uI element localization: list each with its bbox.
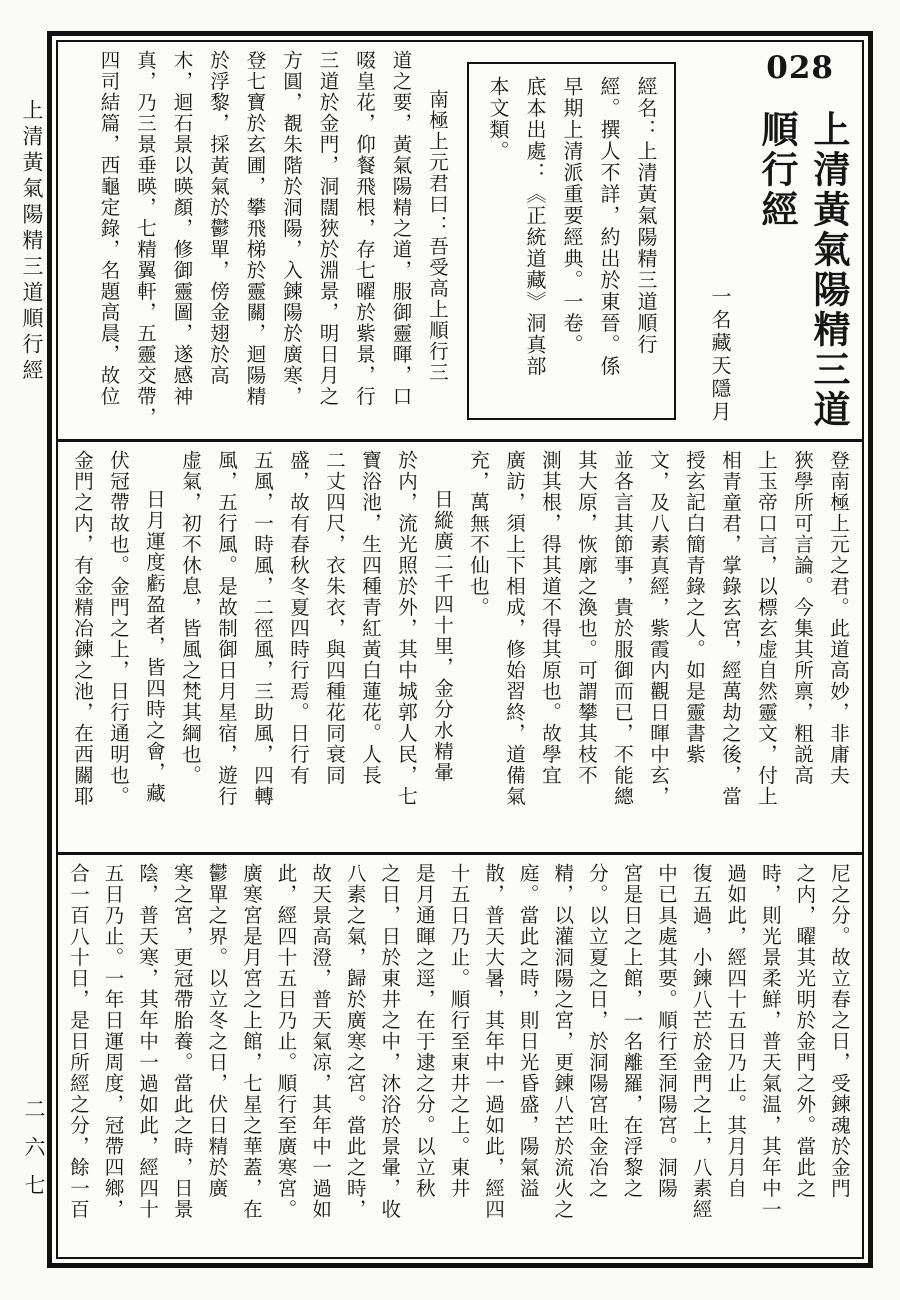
text-column: 五風，一時風，二徑風，三助風，四轉 bbox=[251, 450, 274, 807]
text-column: 南極上元君曰：吾受高上順行三 bbox=[426, 89, 449, 383]
text-column: 五日乃止。一年日運周度，冠帶四鄉， bbox=[101, 863, 125, 1220]
folio-number: 二六七 bbox=[22, 1098, 46, 1212]
text-column: 虚氣，初不休息，皆風之梵其綱也。 bbox=[179, 450, 202, 786]
text-column: 經。撰人不詳，約出於東晉。係 bbox=[597, 76, 621, 377]
text-column: 合一百八十日，是日所經之分，餘一百 bbox=[66, 863, 90, 1220]
page-inner-frame bbox=[56, 40, 864, 1259]
text-column: 狹學所可言論。今集其所禀，粗説高 bbox=[791, 450, 814, 786]
scripture-title-line2: 順行經 bbox=[755, 110, 799, 230]
page-frame bbox=[47, 31, 873, 1268]
scripture-title-line1: 上清黃氣陽精三道 bbox=[807, 110, 851, 430]
text-column: 本文類。 bbox=[486, 76, 510, 162]
text-column: 方圓，覩朱階於洞陽，入鍊陽於廣寒， bbox=[280, 50, 303, 407]
text-column: 精，以灌洞陽之宮，更鍊八芒於流火之 bbox=[551, 863, 575, 1220]
text-column: 廣寒宮是月宮之上館，七星之華蓋，在 bbox=[239, 863, 263, 1220]
text-column: 伏冠帶故也。金門之上，日行通明也。 bbox=[107, 450, 130, 807]
text-column: 寶浴池，生四種青紅黃白蓮花。人長 bbox=[359, 450, 382, 786]
text-column: 宮是日之上館，一名離羅，在浮黎之 bbox=[620, 863, 644, 1199]
text-column: 金門之内，有金精冶鍊之池，在西關耶 bbox=[71, 450, 94, 807]
text-column: 於内，流光照於外，其中城郭人民，七 bbox=[395, 450, 418, 807]
middle-text-band bbox=[58, 442, 862, 855]
text-column: 真，乃三景垂暎，七精翼軒，五靈交帶， bbox=[134, 50, 157, 428]
text-column: 道之要，黃氣陽精之道，服御靈暉，口 bbox=[389, 50, 413, 407]
text-column: 之内，曜其光明於金門之外。當此之 bbox=[793, 863, 817, 1199]
text-column: 十五日乃止。順行至東井之上。東井 bbox=[447, 863, 471, 1199]
text-column: 尼之分。故立春之日，受鍊魂於金門 bbox=[828, 863, 851, 1199]
text-column: 散，普天大暑，其年中一過如此，經四 bbox=[482, 863, 506, 1220]
text-column: 三道於金門，洞闊狹於淵景，明日月之 bbox=[316, 50, 340, 407]
text-column: 鬱單之界。以立冬之日，伏日精於廣 bbox=[205, 863, 229, 1199]
text-column: 二丈四尺，衣朱衣，與四種花同衰同 bbox=[323, 450, 346, 786]
text-column: 經名：上清黃氣陽精三道順行 bbox=[634, 76, 658, 356]
text-column: 盛，故有春秋冬夏四時行焉。日行有 bbox=[287, 450, 310, 786]
text-column: 分。以立夏之日，於洞陽宮吐金冶之 bbox=[585, 863, 609, 1199]
text-column: 四司結篇，西龜定錄，名題高晨，故位 bbox=[97, 50, 121, 407]
doc-number: 028 bbox=[766, 50, 834, 86]
text-column: 上玉帝口言，以標玄虚自然靈文，付上 bbox=[755, 450, 778, 807]
text-column: 日月運度虧盈者，皆四時之會，藏 bbox=[143, 489, 166, 804]
text-column: 此，經四十五日乃止。順行至廣寒宮。 bbox=[274, 863, 298, 1220]
bibliographic-note-box bbox=[467, 62, 676, 420]
text-column: 早期上清派重要經典。一卷。 bbox=[560, 76, 584, 356]
text-column: 相青童君，掌錄玄宮，經萬劫之後，當 bbox=[719, 450, 742, 807]
text-column: 是月通暉之逕，在于逮之分。以立秋 bbox=[412, 863, 436, 1199]
text-column: 文，及八素真經，紫霞内觀日暉中玄， bbox=[647, 450, 670, 807]
text-column: 廣訪，須上下相成，修始習終，道備氣 bbox=[503, 450, 526, 807]
bottom-text-band bbox=[58, 855, 862, 1257]
text-column: 時，則光景柔鮮，普天氣温，其年中一 bbox=[758, 863, 782, 1220]
text-column: 復五過，小鍊八芒於金門之上，八素經 bbox=[689, 863, 713, 1220]
text-column: 底本出處：《正統道藏》洞真部 bbox=[523, 76, 547, 377]
text-column: 測其根，得其道不得其原也。故學宜 bbox=[539, 450, 562, 786]
text-column: 之日，日於東井之中，沐浴於景暈，收 bbox=[378, 863, 402, 1220]
text-column: 登南極上元之君。此道高妙，非庸夫 bbox=[827, 450, 850, 786]
text-column: 登七寶於玄圃，攀飛梯於靈關，迴陽精 bbox=[243, 50, 267, 407]
text-column: 庭。當此之時，則日光昏盛，陽氣溢 bbox=[516, 863, 540, 1199]
text-column: 其大原，恢廓之渙也。可謂攀其枝不 bbox=[575, 450, 598, 786]
text-column: 啜皇花，仰餐飛根，存七曜於紫景，行 bbox=[353, 50, 376, 407]
running-title: 上清黃氣陽精三道順行經 bbox=[20, 99, 44, 385]
text-column: 陰，普天寒，其年中一過如此，經四十 bbox=[136, 863, 160, 1220]
band1-text bbox=[90, 50, 455, 434]
text-column: 八素之氣，歸於廣寒之宮。當此之時， bbox=[343, 863, 367, 1220]
title-band bbox=[58, 42, 862, 442]
text-column: 故天景高澄，普天氣凉，其年中一過如 bbox=[309, 863, 333, 1220]
text-column: 於浮黎，採黃氣於鬱單，傍金翅於高 bbox=[207, 50, 230, 386]
text-column: 過如此，經四十五日乃止。其月月自 bbox=[724, 863, 748, 1199]
text-column: 寒之宮，更冠帶胎養。當此之時，日景 bbox=[170, 863, 194, 1220]
text-column: 日縱廣二千四十里，金分水精暈 bbox=[431, 489, 454, 783]
text-column: 中已具處其要。順行至洞陽宮。洞陽 bbox=[655, 863, 679, 1199]
text-column: 授玄記白簡青錄之人。如是靈書紫 bbox=[683, 450, 706, 765]
text-column: 充，萬無不仙也。 bbox=[467, 450, 490, 618]
text-column: 木，迴石景以暎顏，修御靈圖，遂感神 bbox=[170, 50, 194, 407]
scripture-alt-title: 一名藏天隱月 bbox=[708, 286, 732, 424]
text-column: 並各言其節事，貴於服御而已，不能總 bbox=[611, 450, 634, 807]
text-column: 風，五行風。是故制御日月星宿，遊行 bbox=[215, 450, 238, 807]
